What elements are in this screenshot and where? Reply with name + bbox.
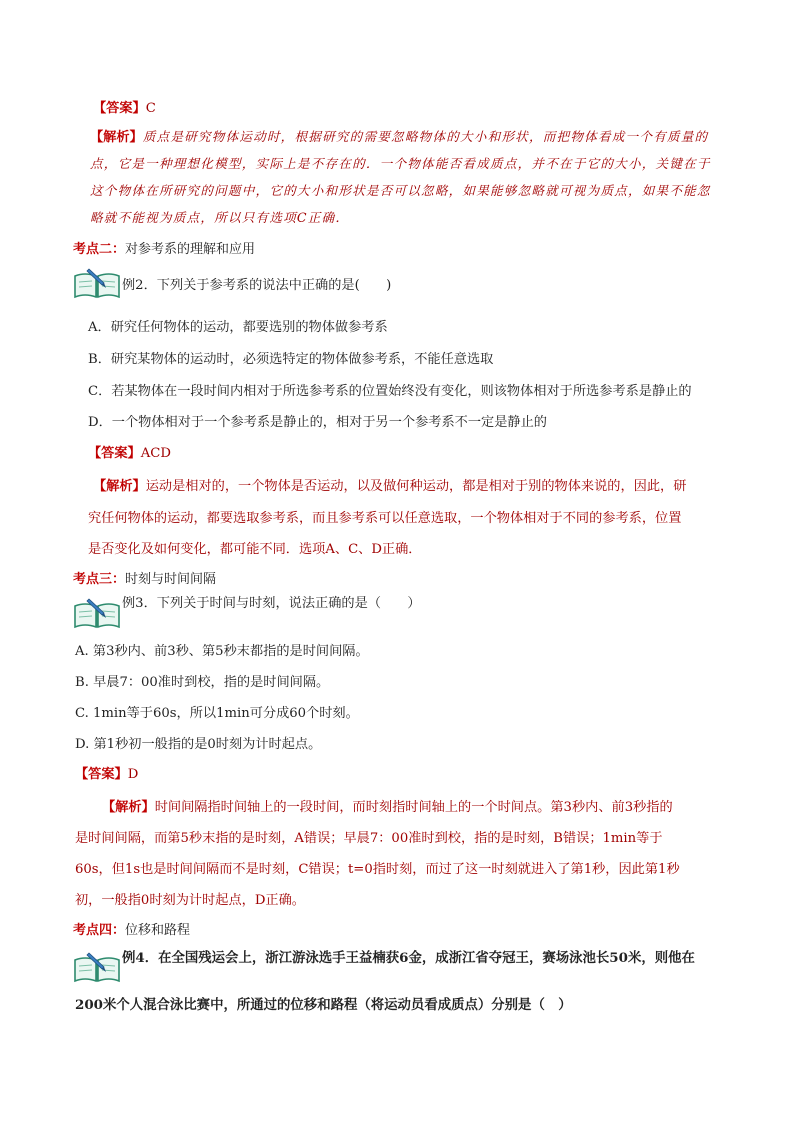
key-point-title: 时刻与时间间隔 xyxy=(125,572,217,587)
example-2-option-d: D．一个物体相对于一个参考系是静止的，相对于另一个参考系不一定是静止的 xyxy=(88,415,547,430)
analysis-2-line-2: 究任何物体的运动，都要选取参考系，而且参考系可以任意选取，一个物体相对于不同的参考系，位置 xyxy=(88,511,682,526)
example-4-question-line-1: 例4．在全国残运会上，浙江游泳选手王益楠获6金，成浙江省夺冠王，赛场泳池长50米，则他在 xyxy=(122,950,695,966)
analysis-1-line-1 xyxy=(90,128,708,147)
answer-line-2 xyxy=(88,445,171,463)
example-2-option-a: A．研究任何物体的运动，都要选别的物体做参考系 xyxy=(88,320,388,335)
key-point-title: 位移和路程 xyxy=(125,923,191,938)
key-point-3-heading xyxy=(73,571,216,589)
answer-value: ACD xyxy=(140,446,171,461)
answer-tag: 【答案】 xyxy=(75,767,128,782)
analysis-1-line-2: 点，它是一种理想化模型，实际上是不存在的．一个物体能否看成质点，并不在于它的大小，关键在于 xyxy=(90,156,711,171)
book-pen-icon xyxy=(73,596,121,630)
example-4-question-line-2: 200米个人混合泳比赛中，所通过的位移和路程（将运动员看成质点）分别是（ ） xyxy=(75,997,572,1013)
answer-value: C xyxy=(145,101,156,116)
example-2-option-c: C．若某物体在一段时间内相对于所选参考系的位置始终没有变化，则该物体相对于所选参考系是静止的 xyxy=(88,384,692,399)
answer-line-1 xyxy=(93,100,156,118)
answer-value: D xyxy=(127,767,139,782)
example-3-option-b: B. 早晨7：00准时到校，指的是时间间隔。 xyxy=(75,675,330,690)
example-3-option-a: A. 第3秒内、前3秒、第5秒末都指的是时间间隔。 xyxy=(75,644,369,659)
analysis-tag: 【解析】 xyxy=(93,479,146,494)
analysis-tag: 【解析】 xyxy=(102,800,155,815)
key-point-2-heading xyxy=(73,241,255,259)
example-3-option-c: C. 1min等于60s，所以1min可分成60个时刻。 xyxy=(75,706,359,721)
answer-line-3 xyxy=(75,766,138,784)
answer-tag: 【答案】 xyxy=(88,446,141,461)
analysis-3-line-4: 初，一般指0时刻为计时起点，D正确。 xyxy=(75,893,305,908)
example-3-option-d: D. 第1秒初一般指的是0时刻为计时起点。 xyxy=(75,737,322,752)
analysis-2-line-1 xyxy=(93,478,686,496)
analysis-text: 运动是相对的，一个物体是否运动，以及做何种运动，都是相对于别的物体来说的，因此，研 xyxy=(145,479,687,494)
answer-tag: 【答案】 xyxy=(93,101,146,116)
key-point-label: 考点四： xyxy=(73,923,126,938)
book-pen-icon xyxy=(73,950,121,984)
key-point-title: 对参考系的理解和应用 xyxy=(125,242,256,257)
analysis-3-line-2: 是时间间隔，而第5秒末指的是时刻，A错误；早晨7：00准时到校，指的是时刻，B错误；1min等于 xyxy=(75,831,663,846)
analysis-text: 质点是研究物体运动时，根据研究的需要忽略物体的大小和形状，而把物体看成一个有质量的 xyxy=(142,129,709,144)
analysis-2-line-3: 是否变化及如何变化，都可能不同．选项A、C、D正确． xyxy=(88,542,422,557)
key-point-label: 考点三： xyxy=(73,572,126,587)
analysis-1-line-3: 这个物体在所研究的问题中，它的大小和形状是否可以忽略，如果能够忽略就可视为质点，如果不能忽 xyxy=(90,183,711,198)
key-point-label: 考点二： xyxy=(73,242,126,257)
analysis-3-line-1 xyxy=(102,799,673,817)
example-2-option-b: B．研究某物体的运动时，必须选特定的物体做参考系，不能任意选取 xyxy=(88,352,494,367)
analysis-3-line-3: 60s，但1s也是时间间隔而不是时刻，C错误；t=0指时刻，而过了这一时刻就进入了第1秒，因此第1秒 xyxy=(75,862,680,877)
book-pen-icon xyxy=(73,266,121,300)
analysis-1-line-4: 略就不能视为质点，所以只有选项C正确． xyxy=(90,210,350,225)
analysis-tag: 【解析】 xyxy=(90,130,143,145)
key-point-4-heading xyxy=(73,922,190,940)
example-2-question: 例2．下列关于参考系的说法中正确的是( ) xyxy=(122,278,392,293)
analysis-text: 时间间隔指时间轴上的一段时间，而时刻指时间轴上的一个时间点。第3秒内、前3秒指的 xyxy=(154,800,673,815)
example-3-question: 例3．下列关于时间与时刻，说法正确的是（ ） xyxy=(122,596,421,611)
